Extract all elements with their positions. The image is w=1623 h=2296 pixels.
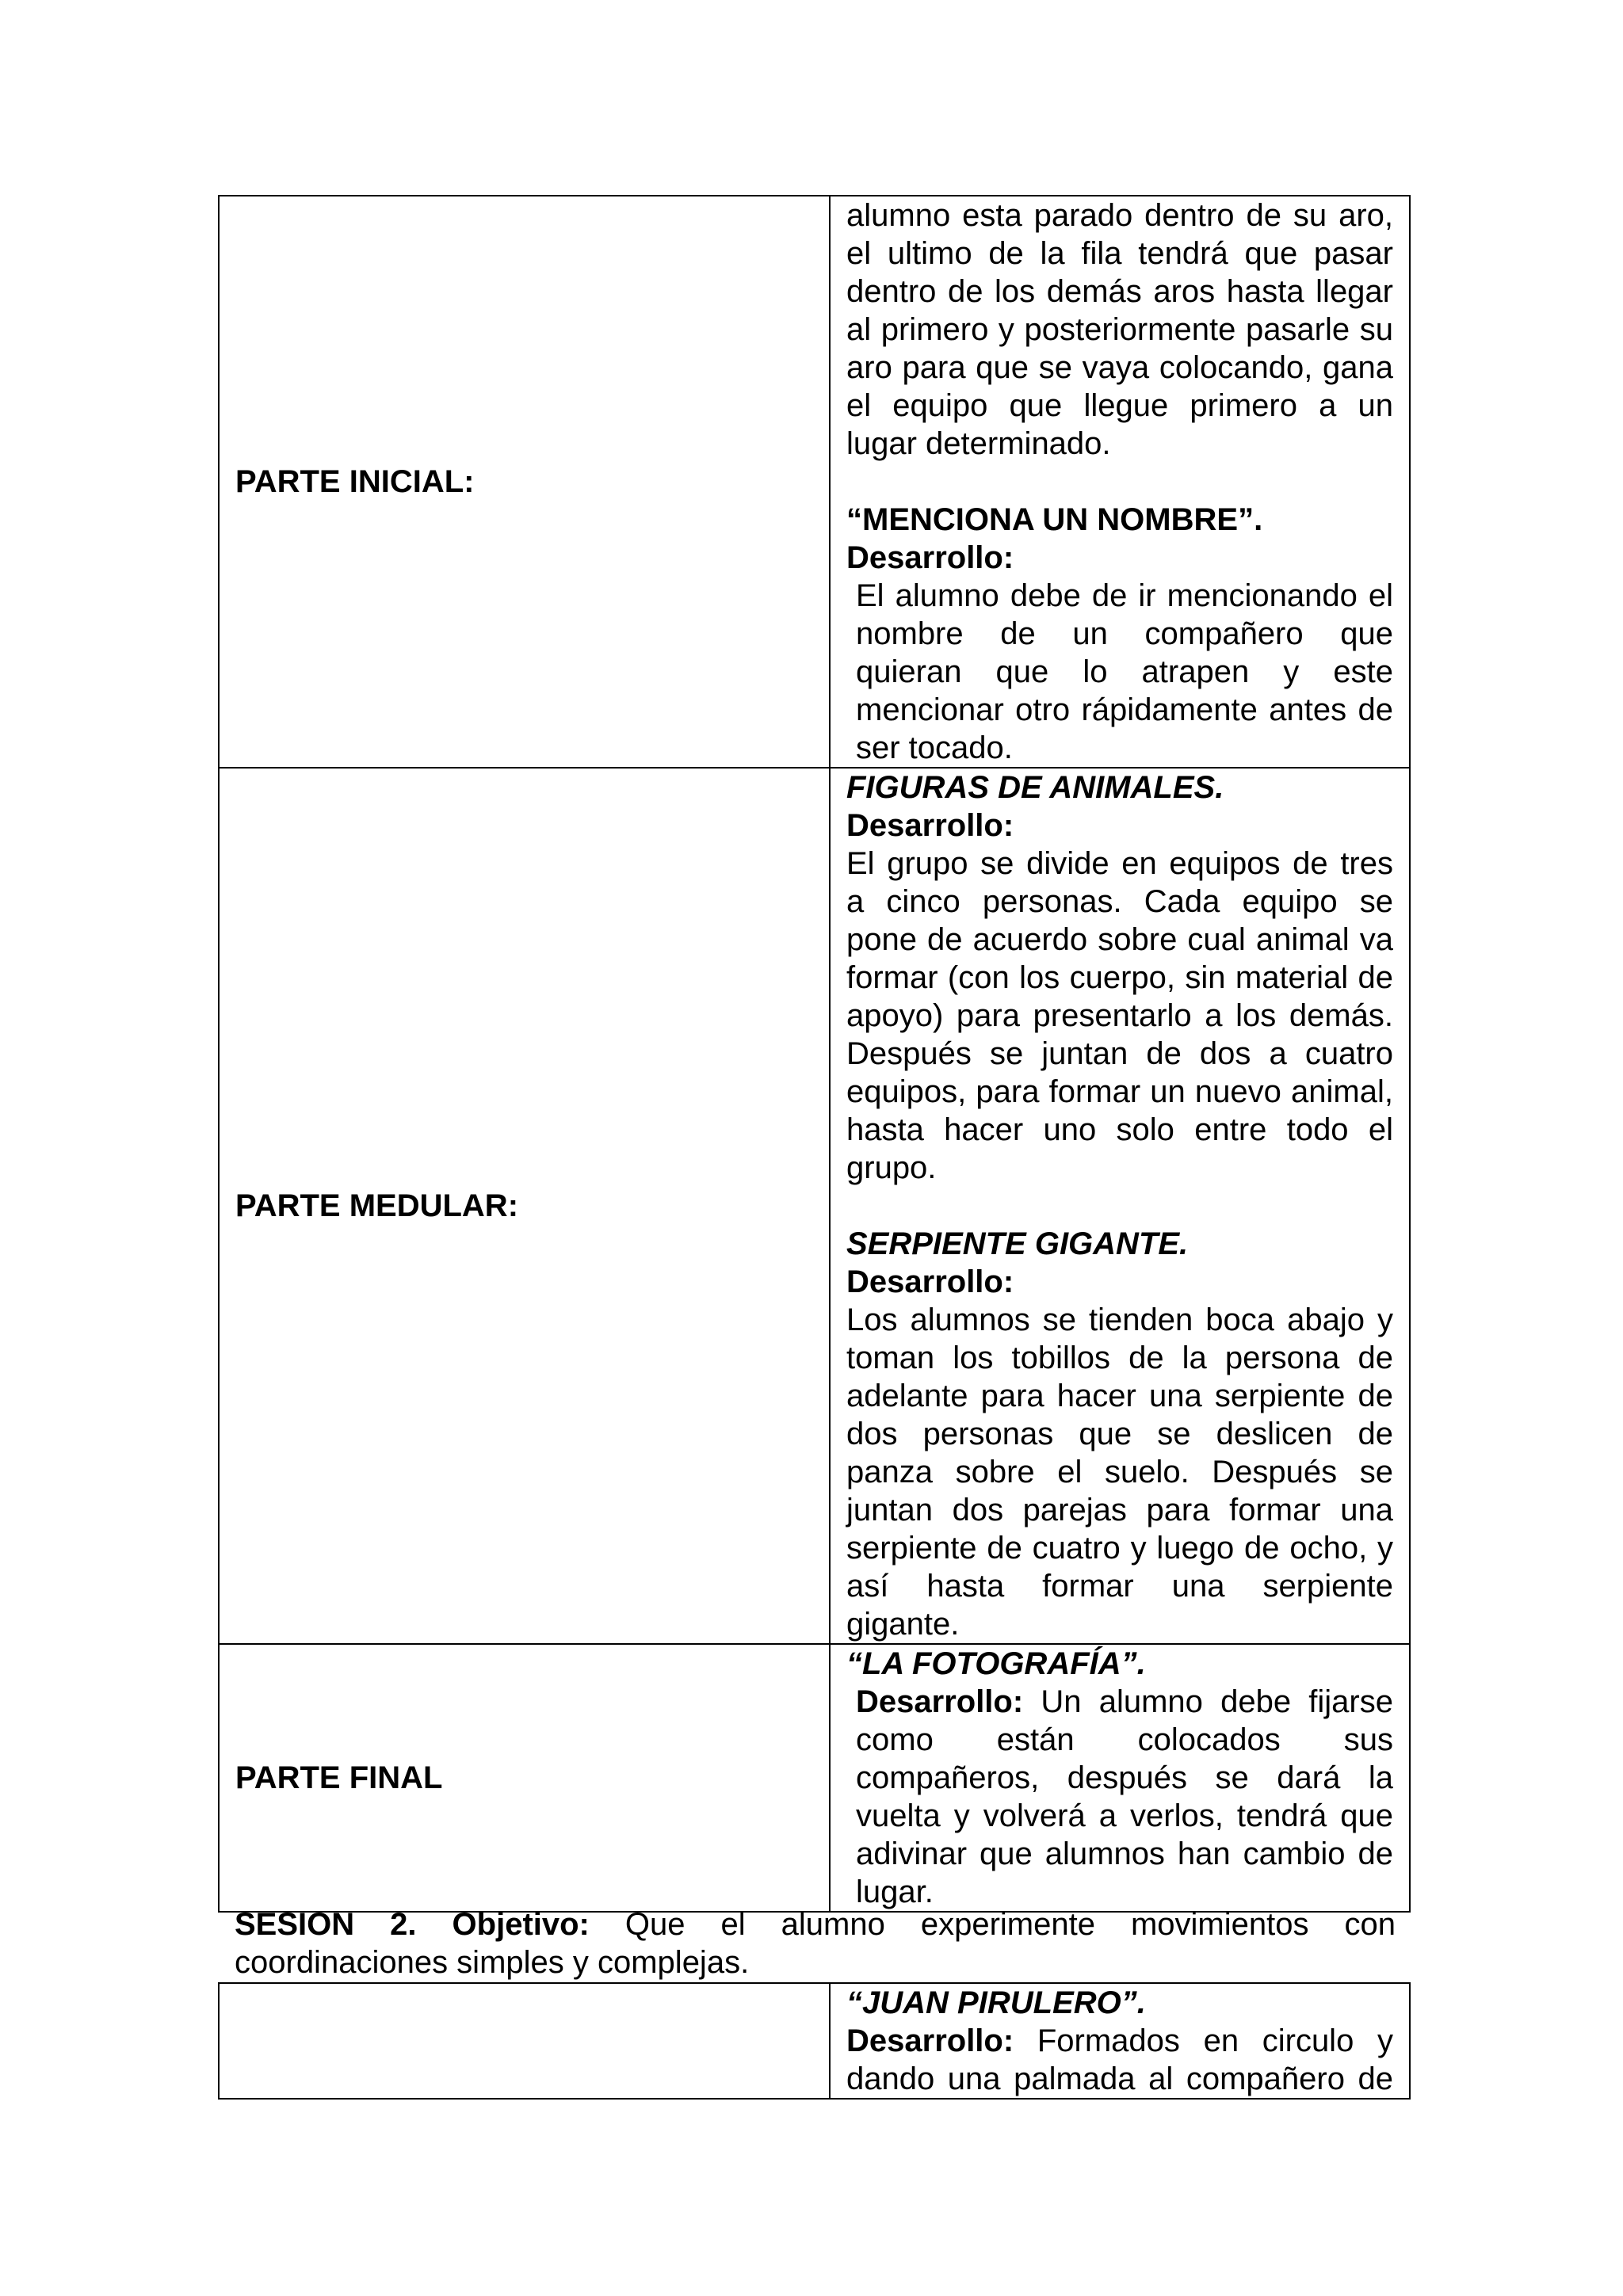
- development-heading: Desarrollo:: [856, 1684, 1024, 1719]
- session-2-table: [218, 1982, 1411, 2100]
- development-heading: Desarrollo:: [846, 540, 1014, 575]
- row-label-parte-final: PARTE FINAL: [219, 1644, 830, 1912]
- activity-title: SERPIENTE GIGANTE.: [846, 1226, 1189, 1261]
- activity-description: [846, 1683, 1393, 1911]
- row-content-parte-inicial: [830, 196, 1410, 768]
- activity-description: alumno esta parado dentro de su aro, el ultimo de la fila tendrá que pasar dentro de los demás aros hasta llegar al primero y posteriormente pasarle su aro para que se vaya colocando, gana el equipo que llegue primero a un lugar determinado.: [846, 198, 1393, 461]
- session-objective-text: Que el alumno experimente movimientos con coordinaciones simples y complejas.: [235, 1907, 1396, 1980]
- row-label-parte-inicial: PARTE INICIAL:: [219, 196, 830, 768]
- activity-text: Un alumno debe fijarse como están colocados sus compañeros, después se dará la vuelta y volverá a verlos, tendrá que adivinar que alumnos han cambio de lugar.: [856, 1684, 1393, 1909]
- development-heading: Desarrollo:: [846, 2023, 1014, 2058]
- activity-title: “LA FOTOGRAFÍA”.: [846, 1646, 1146, 1681]
- table-row: [219, 1983, 1410, 2099]
- activity-title: “JUAN PIRULERO”.: [846, 1985, 1146, 2020]
- row-content-parte-medular: [830, 768, 1410, 1644]
- session-1-table: [218, 195, 1411, 1913]
- activity-title: FIGURAS DE ANIMALES.: [846, 770, 1224, 805]
- row-label-empty: [219, 1983, 830, 2099]
- row-label-parte-medular: PARTE MEDULAR:: [219, 768, 830, 1644]
- development-heading: Desarrollo:: [846, 808, 1014, 843]
- table-row: [219, 196, 1410, 768]
- activity-description: [846, 2022, 1393, 2098]
- table-row: [219, 768, 1410, 1644]
- activity-description: Los alumnos se tienden boca abajo y toman los tobillos de la persona de adelante para hacer una serpiente de dos personas que se deslicen de panza sobre el suelo. Después se juntan dos parejas para formar una serpiente de cuatro y luego de ocho, y así hasta formar una serpiente gigante.: [846, 1302, 1393, 1642]
- activity-title: “MENCIONA UN NOMBRE”.: [846, 502, 1263, 537]
- row-content-juan-pirulero: [830, 1983, 1410, 2099]
- session-label: SESION 2. Objetivo:: [235, 1907, 590, 1942]
- row-content-parte-final: [830, 1644, 1410, 1912]
- activity-text: Formados en circulo y dando una palmada al compañero de: [846, 2023, 1393, 2096]
- table-row: [219, 1644, 1410, 1912]
- session-objective: [235, 1905, 1396, 1981]
- development-heading: Desarrollo:: [846, 1264, 1014, 1299]
- activity-description: El alumno debe de ir mencionando el nombre de un compañero que quieran que lo atrapen y este mencionar otro rápidamente antes de ser tocado.: [856, 578, 1393, 765]
- activity-description: El grupo se divide en equipos de tres a cinco personas. Cada equipo se pone de acuerdo sobre cual animal va formar (con los cuerpo, sin material de apoyo) para presentarlo a los demás. Después se juntan de dos a cuatro equipos, para formar un nuevo animal, hasta hacer uno solo entre todo el grupo.: [846, 846, 1393, 1185]
